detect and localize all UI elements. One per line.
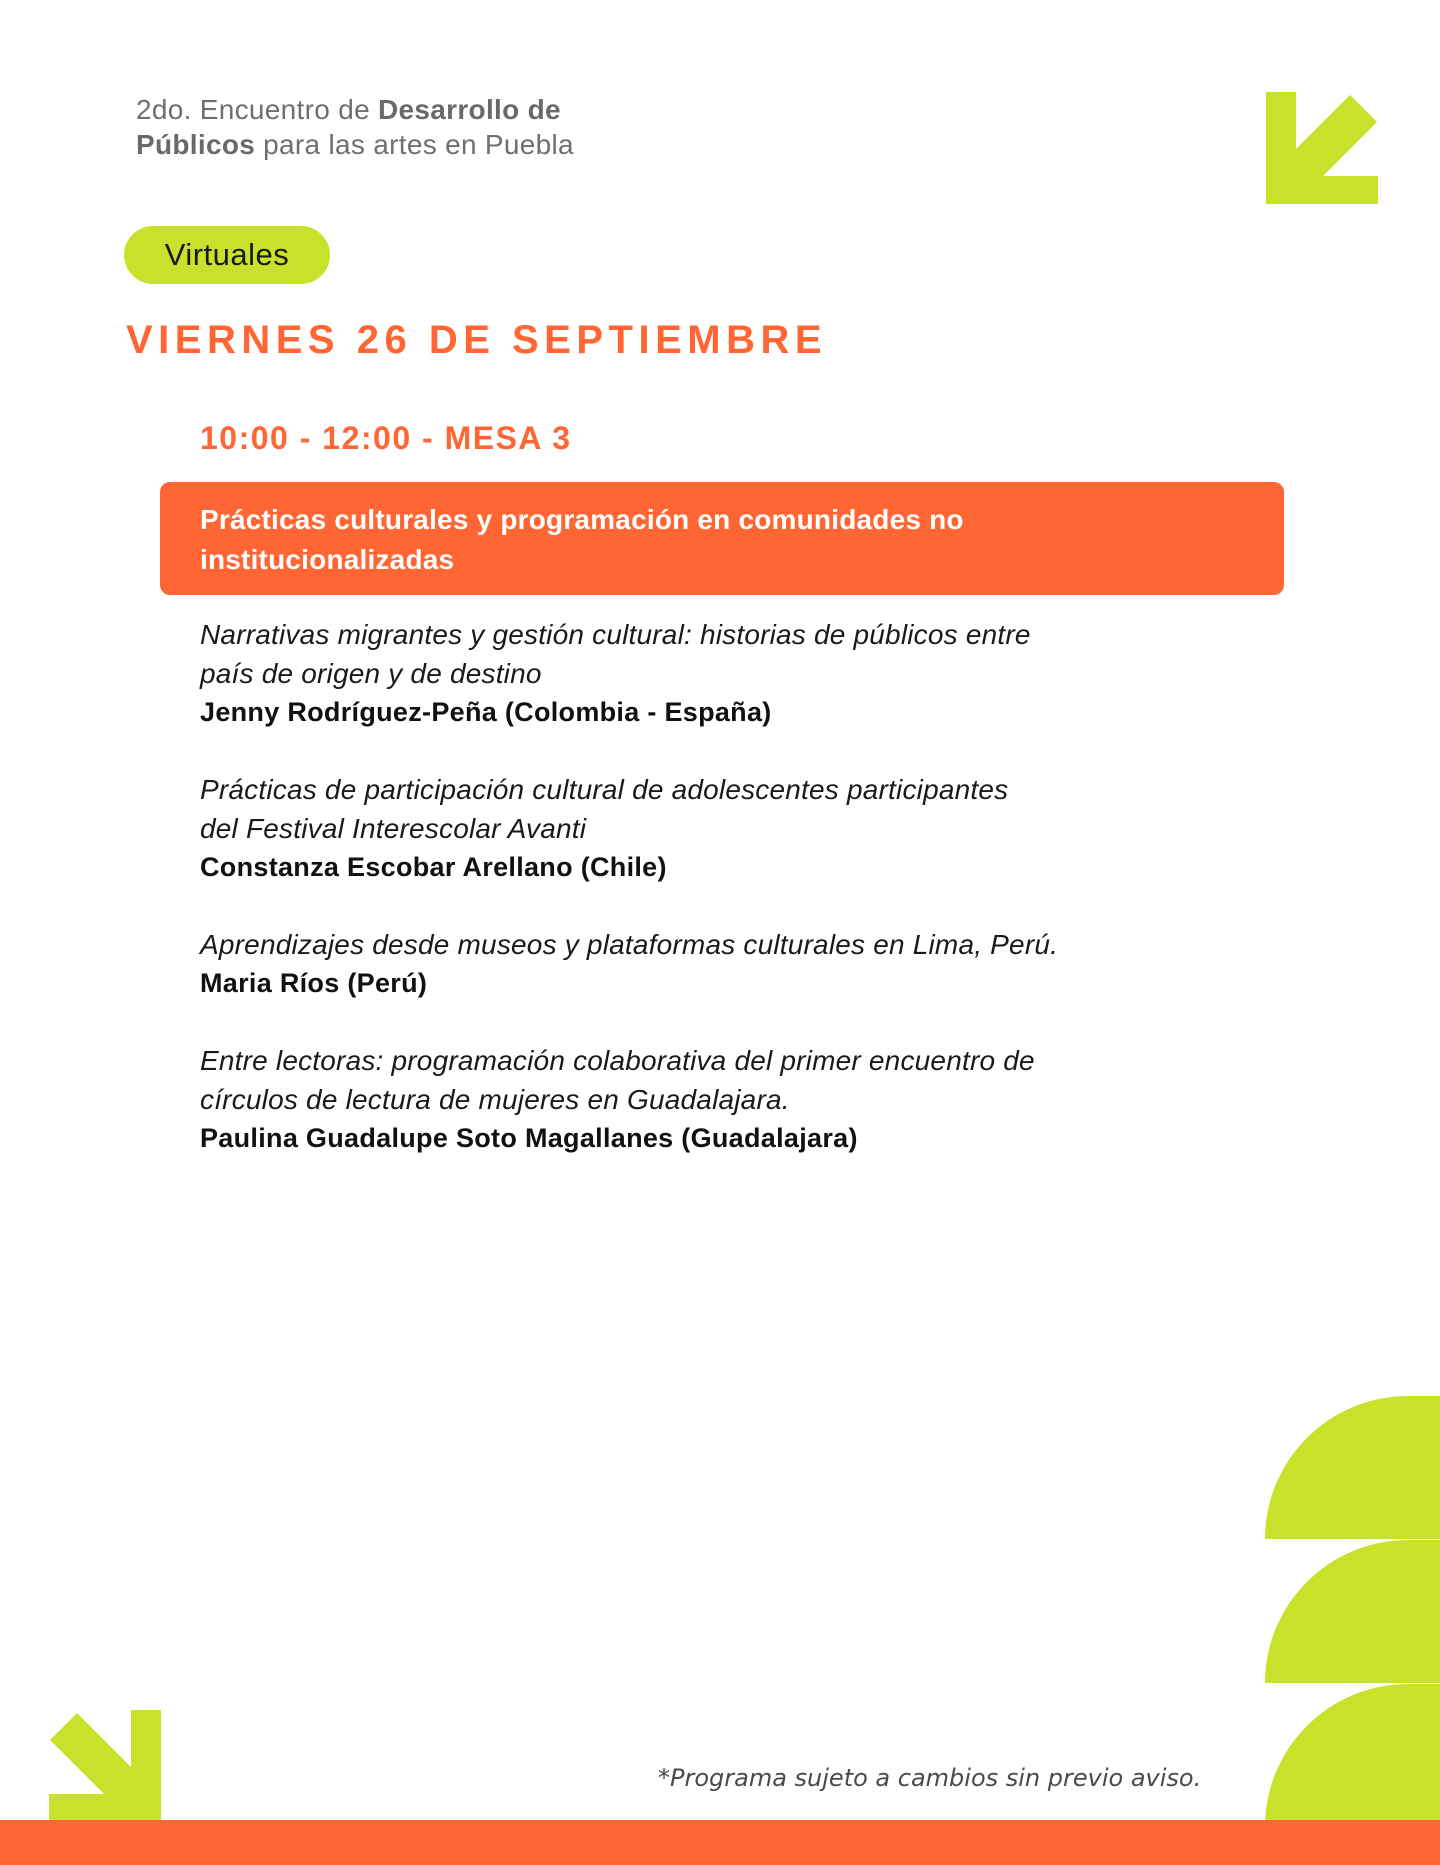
header-line2-bold: Públicos	[136, 129, 256, 160]
panel-title: Prácticas culturales y programación en comunidades no institucionalizadas	[200, 504, 964, 575]
talk-title-line: del Festival Interescolar Avanti	[200, 813, 587, 844]
talk-title-line: país de origen y de destino	[200, 658, 542, 689]
talk-item	[200, 1041, 1200, 1158]
event-header-line-2	[136, 127, 574, 162]
talk-speaker: Paulina Guadalupe Soto Magallanes (Guadalajara)	[200, 1123, 858, 1153]
footnote: *Programa sujeto a cambios sin previo aviso.	[658, 1764, 1202, 1792]
talk-title-line: Prácticas de participación cultural de adolescentes participantes	[200, 774, 1009, 805]
panel-title-box	[160, 482, 1284, 595]
talk-title-line: Entre lectoras: programación colaborativa del primer encuentro de	[200, 1045, 1035, 1076]
header-line1-prefix: 2do. Encuentro de	[136, 94, 379, 125]
decorative-half-circles	[1265, 1396, 1440, 1820]
talk-title-line: Narrativas migrantes y gestión cultural: historias de públicos entre	[200, 619, 1031, 650]
header-line1-bold: Desarrollo de	[378, 94, 561, 125]
talk-title-line: Aprendizajes desde museos y plataformas culturales en Lima, Perú.	[200, 929, 1059, 960]
talk-title-line: círculos de lectura de mujeres en Guadalajara.	[200, 1084, 790, 1115]
talk-item	[200, 925, 1200, 1003]
talk-item	[200, 770, 1200, 887]
arrow-down-right-icon	[49, 1710, 161, 1822]
event-header	[136, 92, 574, 162]
bottom-bar	[0, 1820, 1440, 1865]
talk-item	[200, 615, 1200, 732]
mode-badge: Virtuales	[124, 226, 330, 284]
talk-speaker: Jenny Rodríguez-Peña (Colombia - España)	[200, 697, 772, 727]
day-heading: VIERNES 26 DE SEPTIEMBRE	[126, 318, 828, 362]
talk-list	[200, 615, 1200, 1196]
session-time: 10:00 - 12:00 - MESA 3	[200, 420, 572, 456]
header-line2-suffix: para las artes en Puebla	[255, 129, 574, 160]
arrow-down-left-icon	[1266, 92, 1378, 204]
event-header-line-1	[136, 92, 574, 127]
talk-speaker: Constanza Escobar Arellano (Chile)	[200, 852, 667, 882]
talk-speaker: Maria Ríos (Perú)	[200, 968, 428, 998]
